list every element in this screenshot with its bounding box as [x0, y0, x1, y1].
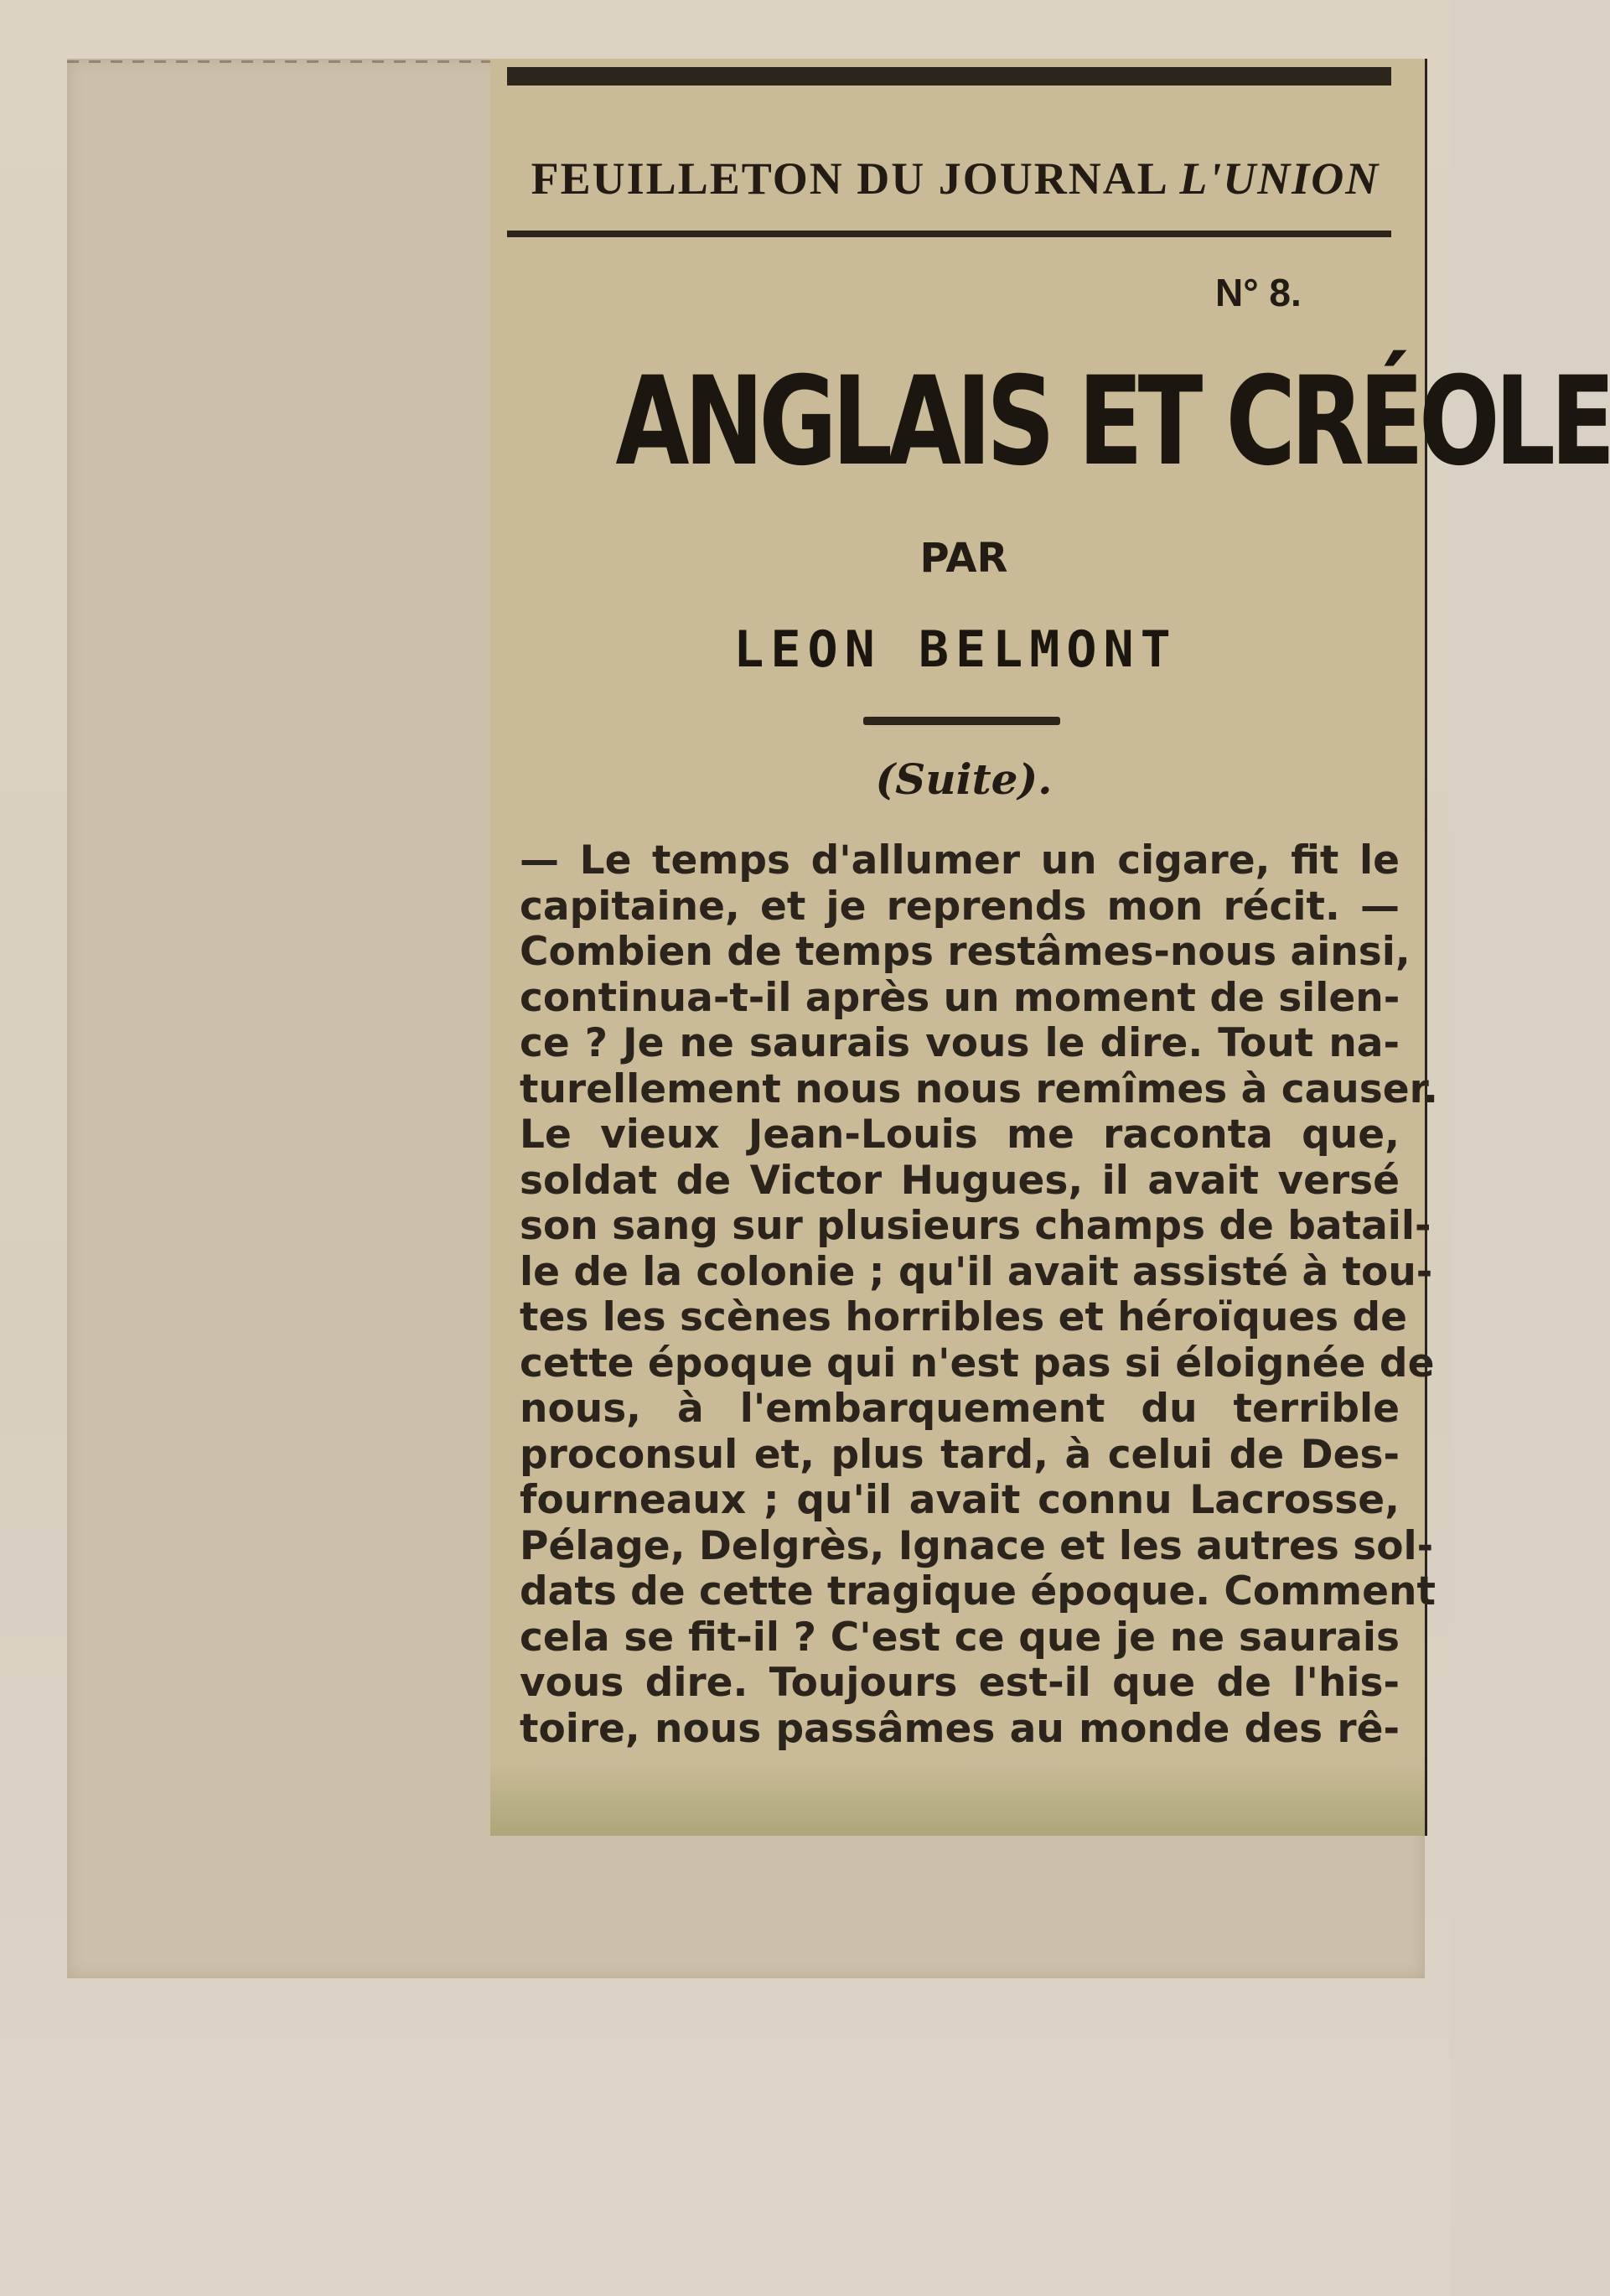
body-line: toire, nous passâmes au monde des rê- — [520, 1705, 1400, 1752]
body-line: son sang sur plusieurs champs de batail- — [520, 1203, 1431, 1249]
body-line: vous dire. Toujours est-il que de l'his- — [520, 1660, 1400, 1706]
story-title: ANGLAIS ET CRÉOLE — [615, 350, 1610, 493]
body-line: Le vieux Jean-Louis me raconta que, — [520, 1112, 1400, 1158]
body-line: turellement nous nous remîmes à causer. — [520, 1065, 1438, 1112]
body-line: Pélage, Delgrès, Ignace et les autres sol- — [520, 1522, 1434, 1569]
body-line: continua-t-il après un moment de silen- — [520, 974, 1400, 1021]
byline-par: PAR — [919, 535, 1008, 582]
article-body — [520, 837, 1438, 1752]
body-line: tes les scènes horribles et héroïques de — [520, 1294, 1408, 1340]
running-head-prefix: FEUILLETON DU JOURNAL — [531, 153, 1167, 204]
issue-number: N° 8. — [1215, 271, 1302, 314]
body-line: le de la colonie ; qu'il avait assisté à tou- — [520, 1248, 1433, 1295]
body-line: cette époque qui n'est pas si éloignée de — [520, 1340, 1435, 1386]
body-line: soldat de Victor Hugues, il avait versé — [520, 1157, 1400, 1204]
clipping-glue-stain — [490, 1760, 1425, 1836]
backing-dashed-line — [67, 60, 511, 63]
author-name: LEON BELMONT — [733, 620, 1178, 679]
header-rule — [507, 231, 1391, 237]
body-line: fourneaux ; qu'il avait connu Lacrosse, — [520, 1477, 1400, 1523]
body-line: ce ? Je ne saurais vous le dire. Tout na- — [520, 1020, 1400, 1066]
running-head-paper: L'UNION — [1179, 153, 1380, 204]
body-line: proconsul et, plus tard, à celui de Des- — [520, 1431, 1400, 1478]
top-rule — [507, 67, 1391, 86]
body-line: cela se fit-il ? C'est ce que je ne saurais — [520, 1614, 1400, 1661]
body-line: nous, à l'embarquement du terrible — [520, 1386, 1400, 1432]
body-line: dats de cette tragique époque. Comment — [520, 1568, 1436, 1614]
title-divider — [863, 717, 1060, 725]
body-line: capitaine, et je reprends mon récit. — — [520, 883, 1400, 930]
body-line: — Le temps d'allumer un cigare, fit le — [520, 837, 1400, 884]
body-line: Combien de temps restâmes-nous ainsi, — [520, 929, 1411, 975]
suite-label: (Suite). — [875, 754, 1053, 804]
running-head — [503, 153, 1408, 205]
